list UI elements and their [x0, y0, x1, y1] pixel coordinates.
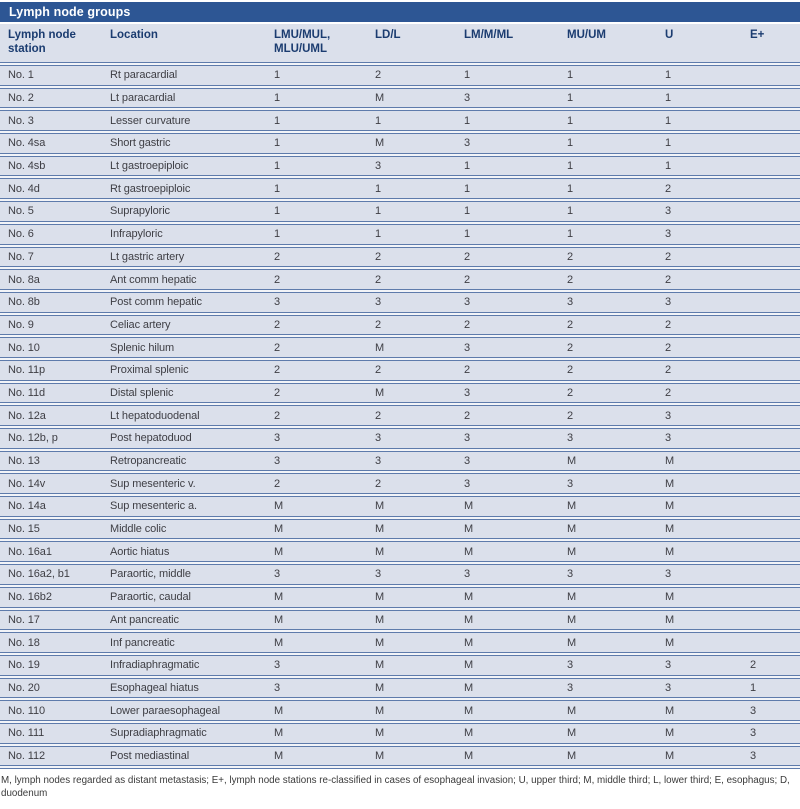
table-row — [0, 384, 800, 403]
cell-location: Rt paracardial — [110, 69, 178, 82]
cell-lm-m-ml: M — [464, 500, 474, 513]
cell-lmu-mul: M — [274, 500, 284, 513]
cell-lm-m-ml: 3 — [464, 477, 471, 490]
cell-u: 3 — [665, 659, 672, 672]
table-row — [0, 588, 800, 607]
table-row — [0, 338, 800, 357]
cell-ld-l: M — [375, 137, 385, 150]
cell-lm-m-ml: 3 — [464, 386, 471, 399]
cell-ld-l: 2 — [375, 364, 382, 377]
cell-station: No. 9 — [8, 318, 34, 331]
cell-lm-m-ml: 1 — [464, 205, 471, 218]
cell-station: No. 5 — [8, 205, 34, 218]
cell-location: Esophageal hiatus — [110, 681, 199, 694]
cell-lm-m-ml: 3 — [464, 137, 471, 150]
cell-location: Sup mesenteric v. — [110, 477, 196, 490]
cell-lmu-mul: M — [274, 704, 284, 717]
table-row — [0, 633, 800, 652]
cell-mu-um: M — [567, 500, 577, 513]
cell-u: 3 — [665, 432, 672, 445]
cell-lm-m-ml: 2 — [464, 318, 471, 331]
cell-station: No. 10 — [8, 341, 40, 354]
cell-mu-um: 1 — [567, 114, 574, 127]
cell-lmu-mul: 2 — [274, 386, 281, 399]
cell-station: No. 112 — [8, 749, 46, 762]
cell-station: No. 8a — [8, 273, 40, 286]
cell-ld-l: M — [375, 386, 385, 399]
cell-lm-m-ml: 1 — [464, 160, 471, 173]
cell-station: No. 16b2 — [8, 591, 52, 604]
cell-u: 3 — [665, 205, 672, 218]
cell-ld-l: M — [375, 523, 385, 536]
cell-lmu-mul: M — [274, 523, 284, 536]
cell-lmu-mul: 2 — [274, 364, 281, 377]
cell-lm-m-ml: 2 — [464, 273, 471, 286]
cell-location: Lt gastroepiploic — [110, 160, 189, 173]
cell-lm-m-ml: M — [464, 545, 474, 558]
cell-ld-l: 2 — [375, 250, 382, 263]
cell-u: 1 — [665, 114, 672, 127]
cell-mu-um: M — [567, 591, 577, 604]
cell-ld-l: 1 — [375, 182, 382, 195]
cell-lmu-mul: M — [274, 749, 284, 762]
table-row — [0, 202, 800, 221]
cell-location: Celiac artery — [110, 318, 171, 331]
cell-u: M — [665, 455, 675, 468]
cell-mu-um: 3 — [567, 681, 574, 694]
cell-u: 1 — [665, 92, 672, 105]
cell-station: No. 110 — [8, 704, 46, 717]
table-row — [0, 565, 800, 584]
table-row — [0, 452, 800, 471]
cell-ld-l: 3 — [375, 568, 382, 581]
cell-u: M — [665, 636, 675, 649]
cell-u: M — [665, 523, 675, 536]
table-row — [0, 225, 800, 244]
cell-u: 2 — [665, 364, 672, 377]
cell-station: No. 17 — [8, 613, 40, 626]
cell-ld-l: 3 — [375, 455, 382, 468]
cell-lmu-mul: 3 — [274, 659, 281, 672]
cell-mu-um: 2 — [567, 364, 574, 377]
cell-station: No. 16a2, b1 — [8, 568, 70, 581]
cell-lm-m-ml: M — [464, 659, 474, 672]
cell-location: Supradiaphragmatic — [110, 727, 207, 740]
cell-u: 1 — [665, 69, 672, 82]
cell-ld-l: M — [375, 636, 385, 649]
table-row — [0, 542, 800, 561]
cell-lmu-mul: 3 — [274, 681, 281, 694]
cell-location: Aortic hiatus — [110, 545, 170, 558]
cell-mu-um: 2 — [567, 273, 574, 286]
table-row — [0, 497, 800, 516]
cell-lmu-mul: 2 — [274, 341, 281, 354]
cell-lmu-mul: M — [274, 591, 284, 604]
cell-station: No. 14a — [8, 500, 46, 513]
cell-mu-um: 2 — [567, 318, 574, 331]
cell-u: 3 — [665, 568, 672, 581]
cell-station: No. 7 — [8, 250, 34, 263]
cell-station: No. 15 — [8, 523, 40, 536]
cell-mu-um: M — [567, 455, 577, 468]
cell-location: Sup mesenteric a. — [110, 500, 197, 513]
cell-location: Lt gastric artery — [110, 250, 185, 263]
cell-mu-um: 2 — [567, 341, 574, 354]
cell-lmu-mul: 1 — [274, 69, 281, 82]
cell-ld-l: 3 — [375, 160, 382, 173]
cell-lmu-mul: 3 — [274, 296, 281, 309]
cell-lmu-mul: 1 — [274, 182, 281, 195]
cell-lm-m-ml: M — [464, 704, 474, 717]
cell-u: 3 — [665, 296, 672, 309]
cell-station: No. 3 — [8, 114, 34, 127]
cell-lm-m-ml: 1 — [464, 69, 471, 82]
cell-location: Suprapyloric — [110, 205, 170, 218]
cell-ld-l: 2 — [375, 477, 382, 490]
cell-u: M — [665, 500, 675, 513]
cell-mu-um: 1 — [567, 137, 574, 150]
column-header-location: Location — [110, 29, 158, 41]
cell-station: No. 2 — [8, 92, 34, 105]
cell-mu-um: 1 — [567, 92, 574, 105]
cell-u: 1 — [665, 160, 672, 173]
table-title: Lymph node groups — [9, 5, 131, 19]
table-body — [0, 62, 800, 769]
cell-mu-um: M — [567, 545, 577, 558]
cell-lmu-mul: 1 — [274, 228, 281, 241]
cell-lmu-mul: 3 — [274, 432, 281, 445]
cell-lm-m-ml: 3 — [464, 92, 471, 105]
table-title-bar — [0, 2, 800, 22]
cell-location: Post mediastinal — [110, 749, 190, 762]
cell-location: Lower paraesophageal — [110, 704, 220, 717]
table-row — [0, 611, 800, 630]
cell-location: Paraortic, middle — [110, 568, 191, 581]
cell-mu-um: M — [567, 613, 577, 626]
table-header-row — [0, 24, 800, 62]
cell-lm-m-ml: M — [464, 681, 474, 694]
table-row — [0, 429, 800, 448]
cell-mu-um: M — [567, 523, 577, 536]
cell-location: Paraortic, caudal — [110, 591, 191, 604]
cell-u: M — [665, 749, 675, 762]
table-row — [0, 406, 800, 425]
cell-location: Middle colic — [110, 523, 167, 536]
table-footnote: M, lymph nodes regarded as distant metastasis; E+, lymph node stations re-classified in cases of esophageal invasion; U, upper third; M, middle third; L, lower third; E, esophagus; D, duodenum — [1, 775, 790, 800]
cell-u: M — [665, 704, 675, 717]
cell-ld-l: M — [375, 341, 385, 354]
cell-u: M — [665, 591, 675, 604]
cell-u: 2 — [665, 250, 672, 263]
cell-u: M — [665, 613, 675, 626]
cell-station: No. 19 — [8, 659, 40, 672]
cell-mu-um: 3 — [567, 296, 574, 309]
cell-lm-m-ml: M — [464, 613, 474, 626]
table-bottom-rule — [0, 765, 800, 769]
cell-station: No. 11p — [8, 364, 46, 377]
cell-mu-um: 2 — [567, 409, 574, 422]
cell-station: No. 11d — [8, 386, 46, 399]
cell-lmu-mul: 2 — [274, 409, 281, 422]
cell-location: Retropancreatic — [110, 455, 187, 468]
table-row — [0, 111, 800, 130]
cell-location: Ant pancreatic — [110, 613, 179, 626]
cell-mu-um: M — [567, 636, 577, 649]
cell-ld-l: M — [375, 704, 385, 717]
cell-ld-l: 2 — [375, 273, 382, 286]
cell-mu-um: 1 — [567, 205, 574, 218]
table-row — [0, 316, 800, 335]
cell-location: Post hepatoduod — [110, 432, 192, 445]
cell-lm-m-ml: 2 — [464, 250, 471, 263]
cell-lmu-mul: 1 — [274, 137, 281, 150]
cell-location: Inf pancreatic — [110, 636, 175, 649]
cell-u: 2 — [665, 386, 672, 399]
table-row — [0, 134, 800, 153]
cell-lm-m-ml: 1 — [464, 228, 471, 241]
cell-location: Lt hepatoduodenal — [110, 409, 200, 422]
table-row — [0, 747, 800, 766]
table-row — [0, 724, 800, 743]
table-row — [0, 248, 800, 267]
cell-mu-um: 2 — [567, 250, 574, 263]
cell-lm-m-ml: M — [464, 749, 474, 762]
cell-station: No. 12a — [8, 409, 46, 422]
cell-ld-l: M — [375, 727, 385, 740]
cell-u: 2 — [665, 273, 672, 286]
cell-ld-l: M — [375, 591, 385, 604]
cell-lmu-mul: 2 — [274, 318, 281, 331]
cell-station: No. 13 — [8, 455, 40, 468]
cell-lmu-mul: 3 — [274, 455, 281, 468]
cell-mu-um: 1 — [567, 160, 574, 173]
cell-lm-m-ml: 1 — [464, 114, 471, 127]
cell-location: Lt paracardial — [110, 92, 176, 105]
cell-location: Splenic hilum — [110, 341, 175, 354]
cell-lmu-mul: M — [274, 613, 284, 626]
cell-lm-m-ml: M — [464, 523, 474, 536]
cell-mu-um: 1 — [567, 69, 574, 82]
cell-station: No. 14v — [8, 477, 46, 490]
cell-station: No. 12b, p — [8, 432, 58, 445]
cell-lm-m-ml: 3 — [464, 341, 471, 354]
cell-lmu-mul: M — [274, 727, 284, 740]
table-row — [0, 474, 800, 493]
cell-station: No. 18 — [8, 636, 40, 649]
cell-station: No. 20 — [8, 681, 40, 694]
cell-u: 1 — [665, 137, 672, 150]
cell-location: Infrapyloric — [110, 228, 163, 241]
cell-u: M — [665, 727, 675, 740]
table-row — [0, 179, 800, 198]
cell-ld-l: 3 — [375, 432, 382, 445]
cell-u: 3 — [665, 228, 672, 241]
cell-lmu-mul: 2 — [274, 477, 281, 490]
cell-mu-um: M — [567, 704, 577, 717]
cell-location: Post comm hepatic — [110, 296, 202, 309]
cell-u: 3 — [665, 681, 672, 694]
cell-mu-um: 2 — [567, 386, 574, 399]
cell-ld-l: 2 — [375, 69, 382, 82]
cell-lm-m-ml: 2 — [464, 364, 471, 377]
cell-mu-um: M — [567, 749, 577, 762]
cell-lm-m-ml: M — [464, 727, 474, 740]
cell-ld-l: M — [375, 613, 385, 626]
cell-mu-um: 1 — [567, 182, 574, 195]
table-row — [0, 679, 800, 698]
column-header-station: Lymph node station — [8, 29, 76, 55]
cell-lm-m-ml: 3 — [464, 432, 471, 445]
column-header-mu-um: MU/UM — [567, 29, 606, 41]
cell-ld-l: 1 — [375, 228, 382, 241]
table-row — [0, 270, 800, 289]
column-header-u: U — [665, 29, 674, 41]
cell-mu-um: 3 — [567, 659, 574, 672]
table-row — [0, 656, 800, 675]
cell-location: Rt gastroepiploic — [110, 182, 191, 195]
cell-e-plus: 2 — [750, 659, 757, 672]
cell-ld-l: 1 — [375, 114, 382, 127]
cell-e-plus: 3 — [750, 704, 757, 717]
cell-lmu-mul: M — [274, 545, 284, 558]
cell-mu-um: 3 — [567, 432, 574, 445]
cell-u: 2 — [665, 182, 672, 195]
cell-u: 2 — [665, 318, 672, 331]
cell-ld-l: M — [375, 749, 385, 762]
cell-ld-l: 2 — [375, 318, 382, 331]
cell-lm-m-ml: 2 — [464, 409, 471, 422]
cell-lmu-mul: 1 — [274, 160, 281, 173]
cell-lmu-mul: M — [274, 636, 284, 649]
column-header-ld-l: LD/L — [375, 29, 401, 41]
cell-lm-m-ml: 3 — [464, 568, 471, 581]
cell-lm-m-ml: M — [464, 591, 474, 604]
cell-lm-m-ml: 3 — [464, 455, 471, 468]
cell-location: Ant comm hepatic — [110, 273, 197, 286]
cell-u: M — [665, 545, 675, 558]
cell-u: 2 — [665, 341, 672, 354]
cell-location: Distal splenic — [110, 386, 174, 399]
table-row — [0, 361, 800, 380]
cell-ld-l: M — [375, 545, 385, 558]
table-row — [0, 520, 800, 539]
cell-lmu-mul: 3 — [274, 568, 281, 581]
cell-station: No. 4d — [8, 182, 40, 195]
cell-station: No. 111 — [8, 727, 45, 740]
table-row — [0, 66, 800, 85]
cell-e-plus: 1 — [750, 681, 757, 694]
cell-u: M — [665, 477, 675, 490]
column-header-e-plus: E+ — [750, 29, 765, 41]
cell-station: No. 4sa — [8, 137, 46, 150]
cell-e-plus: 3 — [750, 749, 757, 762]
column-header-lm-m-ml: LM/M/ML — [464, 29, 514, 41]
cell-ld-l: 3 — [375, 296, 382, 309]
cell-station: No. 4sb — [8, 160, 46, 173]
cell-ld-l: M — [375, 500, 385, 513]
cell-station: No. 8b — [8, 296, 40, 309]
cell-lmu-mul: 1 — [274, 92, 281, 105]
cell-station: No. 6 — [8, 228, 34, 241]
cell-lmu-mul: 1 — [274, 114, 281, 127]
cell-ld-l: 1 — [375, 205, 382, 218]
cell-lm-m-ml: 1 — [464, 182, 471, 195]
table-row — [0, 701, 800, 720]
cell-lmu-mul: 2 — [274, 273, 281, 286]
table-row — [0, 157, 800, 176]
table-row — [0, 89, 800, 108]
column-header-lmu-mul: LMU/MUL, MLU/UML — [274, 29, 331, 55]
cell-mu-um: 3 — [567, 477, 574, 490]
cell-e-plus: 3 — [750, 727, 757, 740]
cell-station: No. 16a1 — [8, 545, 52, 558]
cell-lmu-mul: 2 — [274, 250, 281, 263]
cell-station: No. 1 — [8, 69, 34, 82]
cell-mu-um: 1 — [567, 228, 574, 241]
table-row — [0, 293, 800, 312]
cell-location: Short gastric — [110, 137, 171, 150]
cell-u: 3 — [665, 409, 672, 422]
cell-location: Lesser curvature — [110, 114, 191, 127]
cell-lmu-mul: 1 — [274, 205, 281, 218]
cell-ld-l: M — [375, 92, 385, 105]
cell-mu-um: M — [567, 727, 577, 740]
cell-mu-um: 3 — [567, 568, 574, 581]
cell-ld-l: M — [375, 659, 385, 672]
cell-lm-m-ml: 3 — [464, 296, 471, 309]
cell-location: Proximal splenic — [110, 364, 189, 377]
cell-ld-l: 2 — [375, 409, 382, 422]
cell-lm-m-ml: M — [464, 636, 474, 649]
cell-ld-l: M — [375, 681, 385, 694]
cell-location: Infradiaphragmatic — [110, 659, 200, 672]
